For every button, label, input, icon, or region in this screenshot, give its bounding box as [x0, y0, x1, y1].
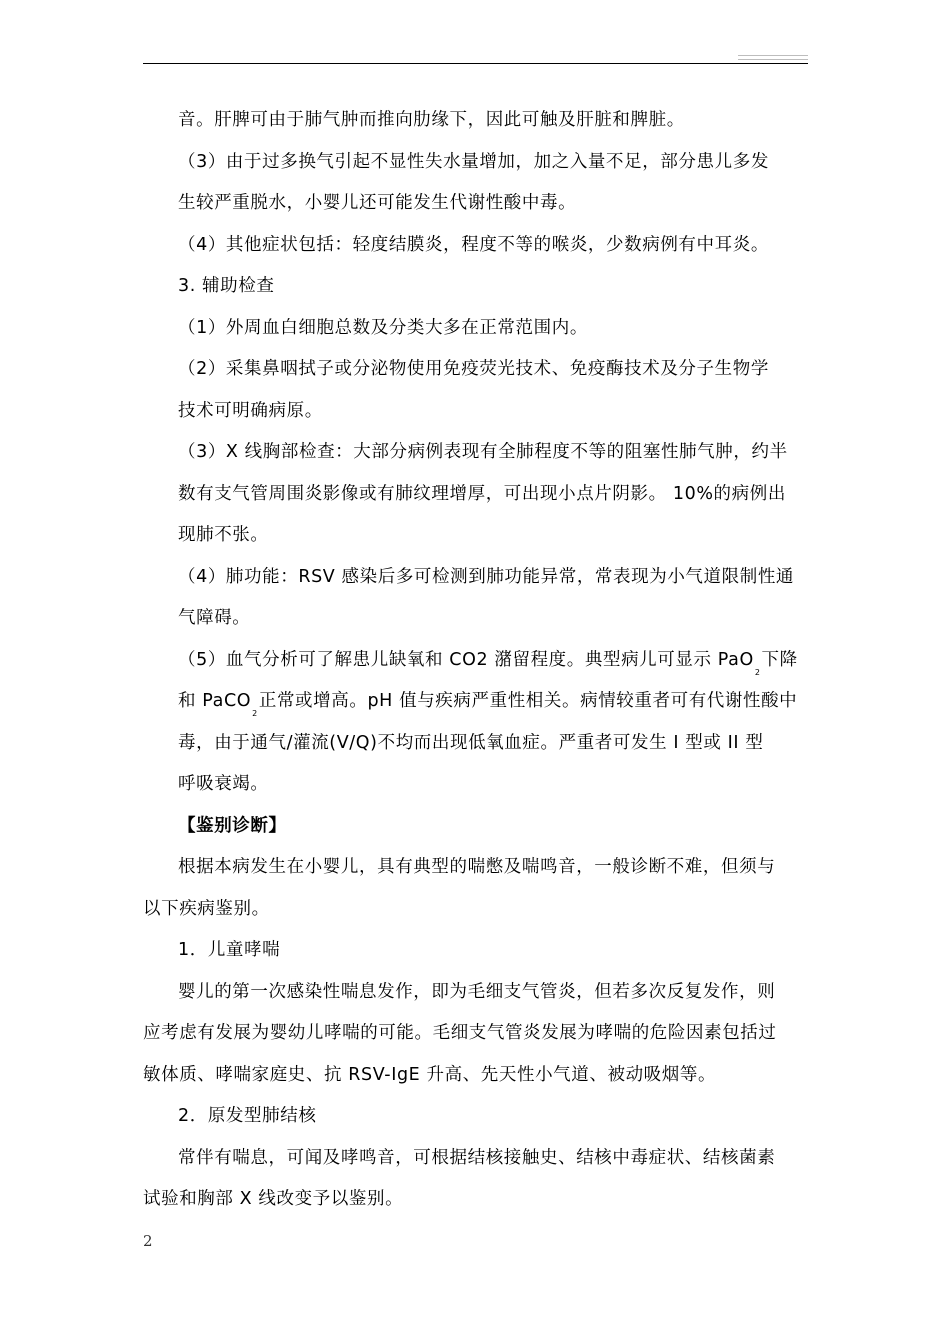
- text-line: 婴儿的第一次感染性喘息发作，即为毛细支气管炎，但若多次反复发作，则: [178, 982, 776, 1002]
- subsection-heading: 1．儿童哮喘: [178, 940, 281, 960]
- text-line: 呼吸衰竭。: [178, 774, 269, 794]
- text-line: 气障碍。: [178, 608, 251, 628]
- text-line: （3）X 线胸部检查：大部分病例表现有全肺程度不等的阻塞性肺气肿，约半: [178, 442, 788, 462]
- text-segment: 和 PaCO: [178, 691, 252, 711]
- text-line: 试验和胸部 X 线改变予以鉴别。: [143, 1189, 404, 1209]
- text-line: [178, 648, 798, 675]
- text-line: 数有支气管周围炎影像或有肺纹理增厚，可出现小点片阴影。 10%的病例出: [178, 484, 786, 504]
- header-mark: [738, 55, 808, 60]
- header-rule: [143, 63, 808, 64]
- text-line: （1）外周血白细胞总数及分类大多在正常范围内。: [178, 318, 588, 338]
- text-line: 音。肝脾可由于肺气肿而推向肋缘下，因此可触及肝脏和脾脏。: [178, 110, 685, 130]
- text-line: 根据本病发生在小婴儿，具有典型的喘憋及喘鸣音，一般诊断不难，但须与: [178, 857, 776, 877]
- page-number: 2: [143, 1232, 153, 1250]
- text-segment: 正常或增高。pH 值与疾病严重性相关。病情较重者可有代谢性酸中: [258, 691, 798, 711]
- text-line: （2）采集鼻咽拭子或分泌物使用免疫荧光技术、免疫酶技术及分子生物学: [178, 359, 769, 379]
- section-heading: 【鉴别诊断】: [178, 816, 287, 836]
- text-line: （4）其他症状包括：轻度结膜炎，程度不等的喉炎，少数病例有中耳炎。: [178, 235, 769, 255]
- text-line: 技术可明确病原。: [178, 401, 323, 421]
- text-line: 生较严重脱水，小婴儿还可能发生代谢性酸中毒。: [178, 193, 577, 213]
- text-line: 以下疾病鉴别。: [143, 899, 270, 919]
- text-line: 毒，由于通气/灌流(V/Q)不均而出现低氧血症。严重者可发生 I 型或 II 型: [178, 733, 764, 753]
- text-segment: （5）血气分析可了解患儿缺氧和 CO2 潴留程度。典型病儿可显示 PaO: [178, 650, 754, 670]
- subscript: 2: [252, 709, 258, 718]
- subsection-heading: 2．原发型肺结核: [178, 1106, 317, 1126]
- text-segment: 下降: [761, 650, 798, 670]
- text-line: 应考虑有发展为婴幼儿哮喘的可能。毛细支气管炎发展为哮喘的危险因素包括过: [143, 1023, 777, 1043]
- text-line: 敏体质、哮喘家庭史、抗 RSV-IgE 升高、先天性小气道、被动吸烟等。: [143, 1065, 717, 1085]
- subscript: 2: [754, 668, 761, 677]
- text-line: （3）由于过多换气引起不显性失水量增加，加之入量不足，部分患儿多发: [178, 152, 769, 172]
- text-line: [178, 689, 797, 716]
- text-line: （4）肺功能：RSV 感染后多可检测到肺功能异常，常表现为小气道限制性通: [178, 567, 795, 587]
- text-line: 常伴有喘息，可闻及哮鸣音，可根据结核接触史、结核中毒症状、结核菌素: [178, 1148, 776, 1168]
- section-heading: 3. 辅助检查: [178, 276, 275, 296]
- text-line: 现肺不张。: [178, 525, 269, 545]
